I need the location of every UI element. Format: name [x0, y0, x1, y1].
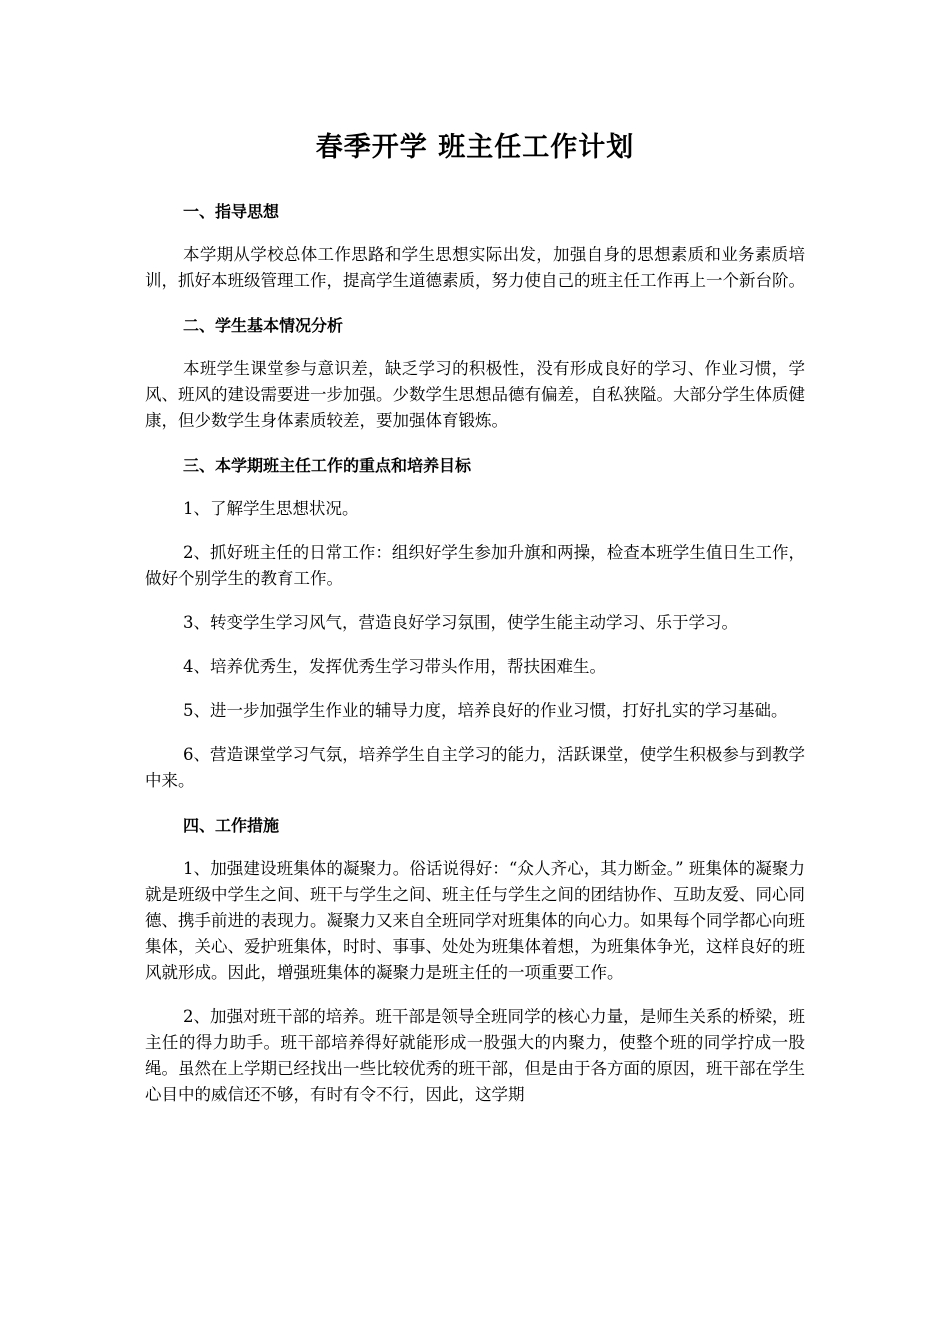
section-heading: 三、本学期班主任工作的重点和培养目标 — [183, 456, 472, 475]
goal-item: 2、抓好班主任的日常工作：组织好学生参加升旗和两操，检查本班学生值日生工作，做好个别学生的教育工作。 — [145, 543, 805, 588]
section-heading: 一、指导思想 — [183, 202, 280, 221]
document-title: 春季开学 班主任工作计划 — [315, 132, 635, 163]
measure-item: 1、加强建设班集体的凝聚力。俗话说得好：“众人齐心，其力断金。” 班集体的凝聚力就是班级中学生之间、班干与学生之间、班主任与学生之间的团结协作、互助友爱、同心同德、携手前进的表现力。凝聚力又来自全班同学对班集体的向心力。如果每个同学都心向班集体，关心、爱护班集体，时时、事事、处处为班集体着想，为班集体争光，这样良好的班风就形成。因此，增强班集体的凝聚力是班主任的一项重要工作。 — [145, 859, 805, 982]
goal-item: 1、了解学生思想状况。 — [183, 499, 359, 518]
section-goals — [145, 452, 805, 794]
section-measures — [145, 812, 805, 1108]
section-paragraph: 本班学生课堂参与意识差，缺乏学习的积极性，没有形成良好的学习、作业习惯，学风、班风的建设需要进一步加强。少数学生思想品德有偏差，自私狭隘。大部分学生体质健康，但少数学生身体素质较差，要加强体育锻炼。 — [145, 359, 805, 430]
section-guiding-thought — [145, 198, 805, 294]
section-heading: 二、学生基本情况分析 — [183, 316, 344, 335]
section-heading: 四、工作措施 — [183, 816, 280, 835]
measure-item: 2、加强对班干部的培养。班干部是领导全班同学的核心力量，是师生关系的桥梁，班主任的得力助手。班干部培养得好就能形成一股强大的内聚力，使整个班的同学拧成一股绳。虽然在上学期已经找出一些比较优秀的班干部，但是由于各方面的原因，班干部在学生心目中的威信还不够，有时有令不行，因此，这学期 — [145, 1007, 805, 1104]
section-paragraph: 本学期从学校总体工作思路和学生思想实际出发，加强自身的思想素质和业务素质培训，抓好本班级管理工作，提高学生道德素质，努力使自己的班主任工作再上一个新台阶。 — [145, 245, 805, 290]
goal-item: 6、营造课堂学习气氛，培养学生自主学习的能力，活跃课堂，使学生积极参与到教学中来。 — [145, 745, 805, 790]
goal-item: 3、转变学生学习风气，营造良好学习氛围，使学生能主动学习、乐于学习。 — [183, 613, 738, 632]
goal-item: 5、进一步加强学生作业的辅导力度，培养良好的作业习惯，打好扎实的学习基础。 — [183, 701, 788, 720]
section-student-analysis — [145, 312, 805, 434]
goal-item: 4、培养优秀生，发挥优秀生学习带头作用，帮扶困难生。 — [183, 657, 606, 676]
document-page — [145, 128, 805, 1126]
